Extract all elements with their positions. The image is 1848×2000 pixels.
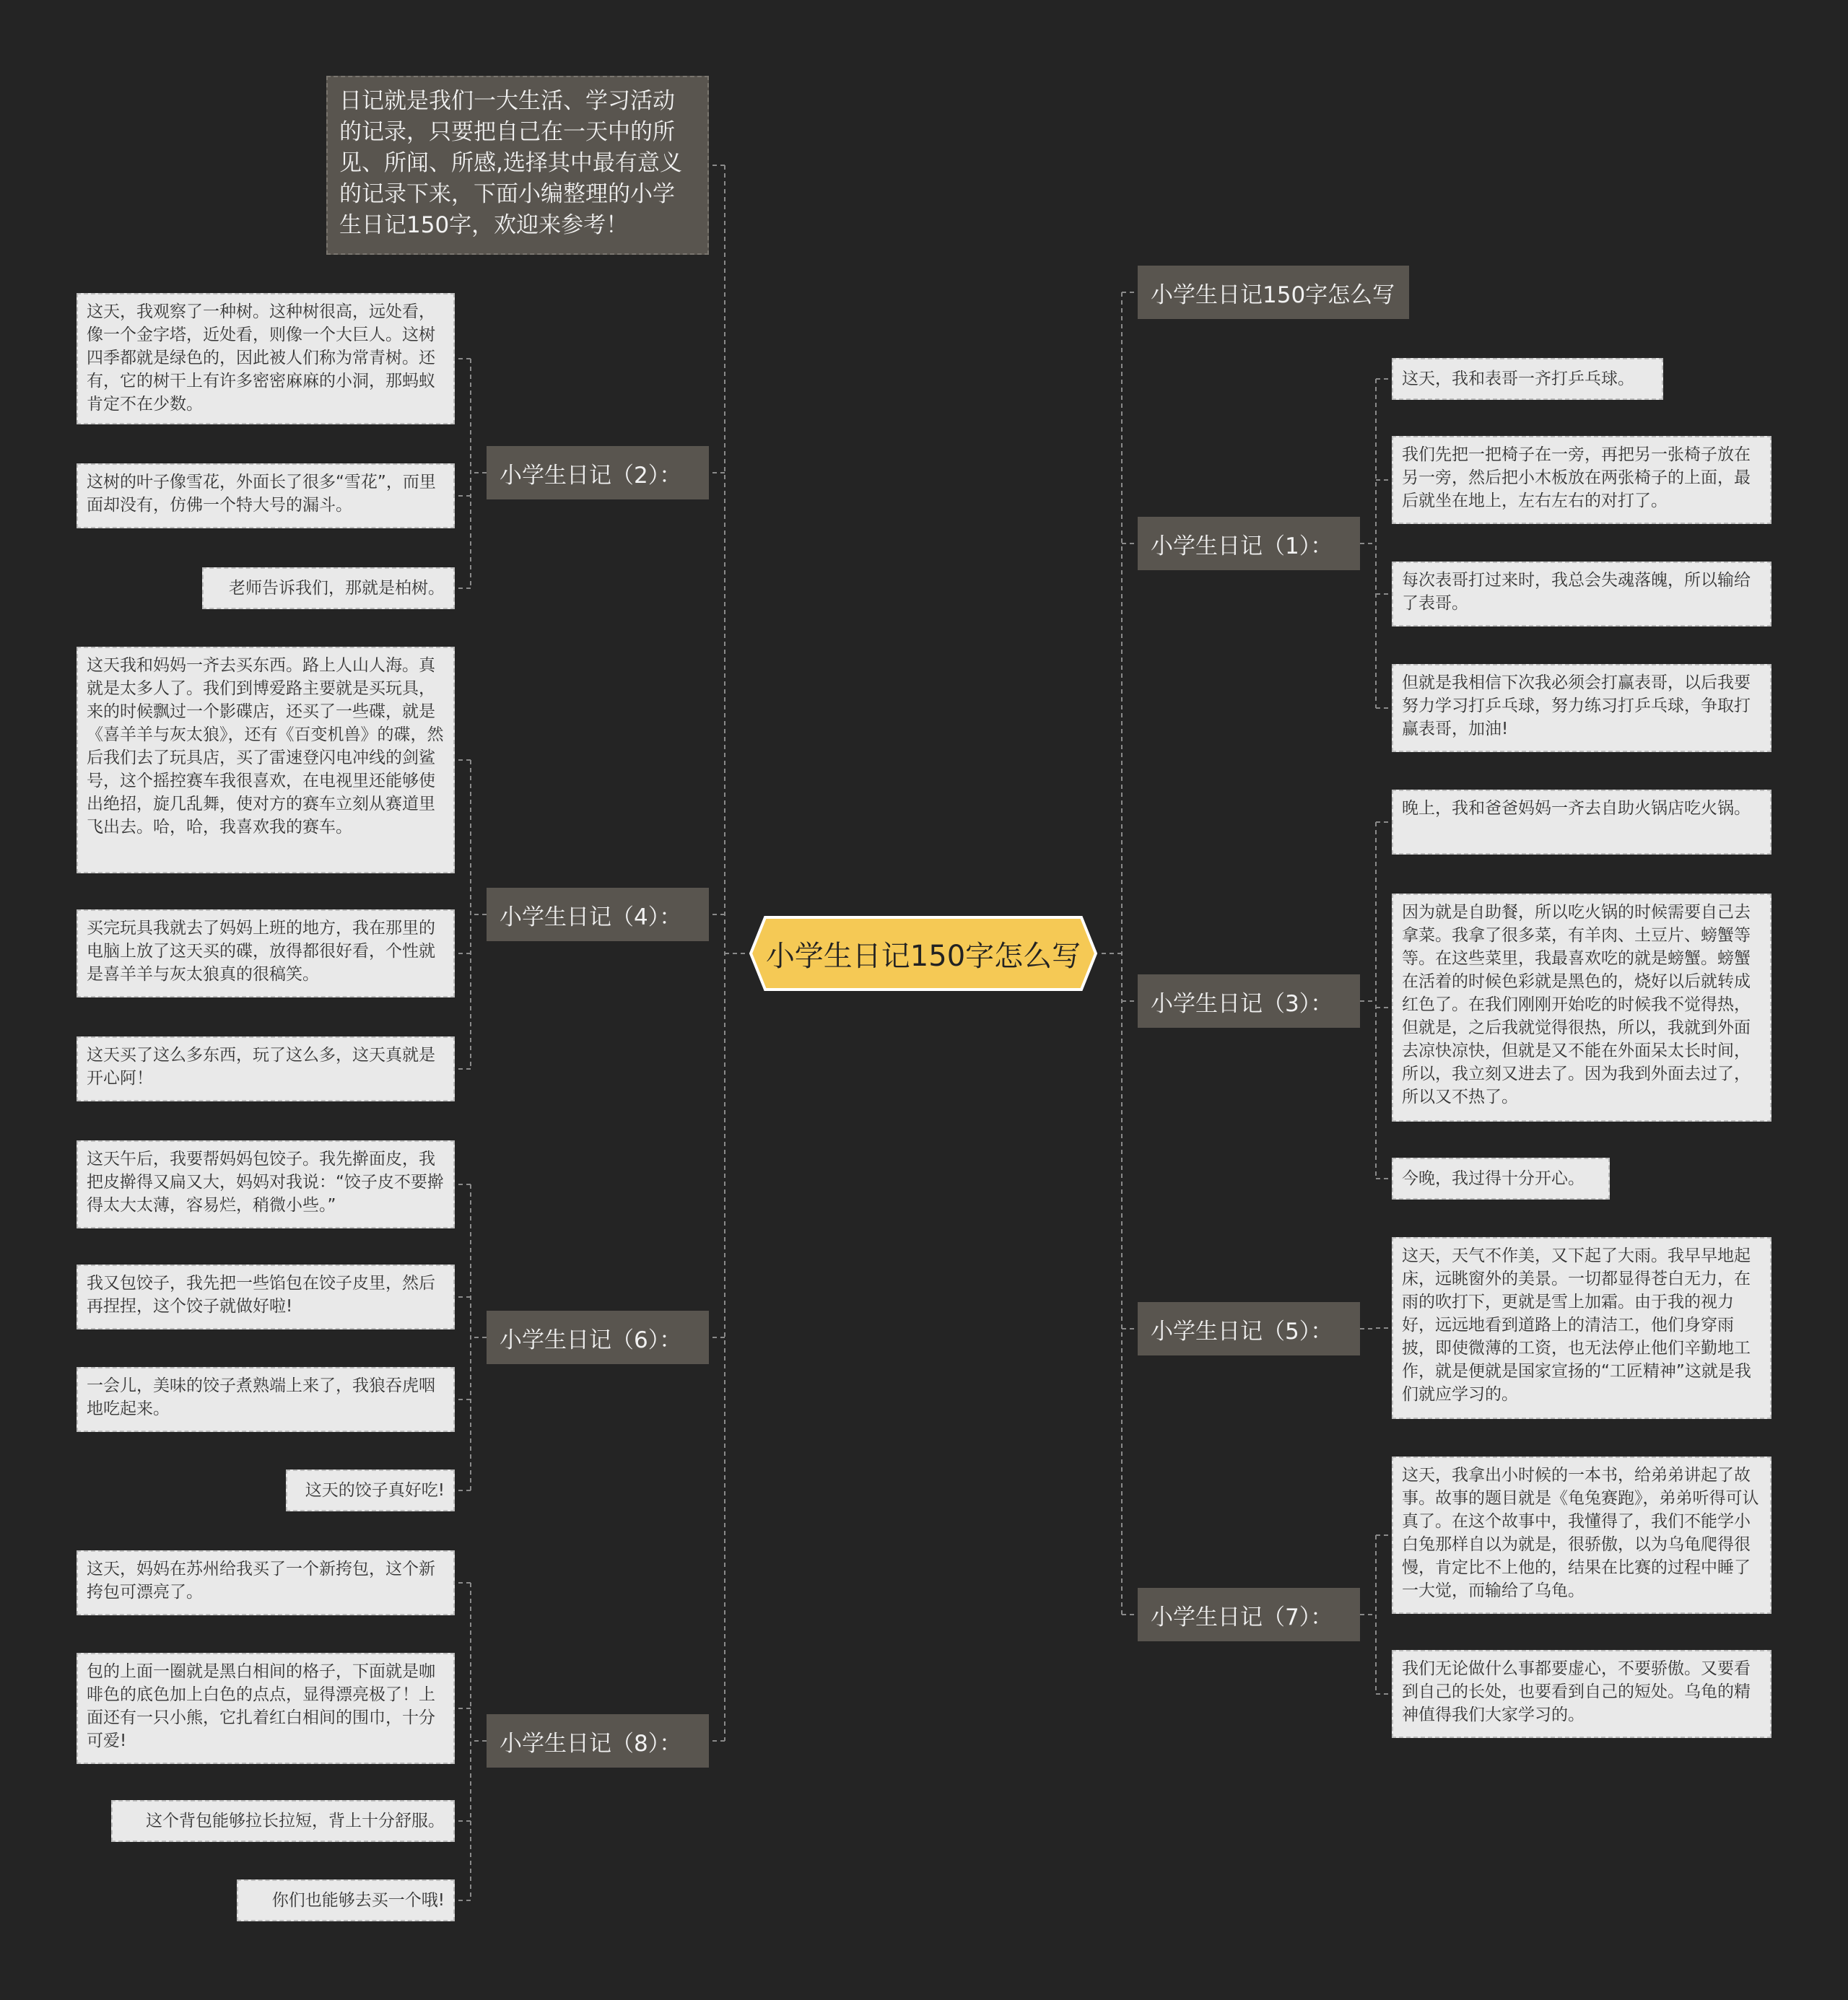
leaf-6-3: 一会儿，美味的饺子煮熟端上来了，我狼吞虎咽地吃起来。: [77, 1367, 455, 1432]
leaf-1-2: 我们先把一把椅子在一旁，再把另一张椅子放在另一旁，然后把小木板放在两张椅子的上面，最后就坐在地上，左右左右的对打了。: [1392, 436, 1771, 524]
leaf-3-2: 因为就是自助餐，所以吃火锅的时候需要自己去拿菜。我拿了很多菜，有羊肉、土豆片、螃蟹等等。在这些菜里，我最喜欢吃的就是螃蟹。螃蟹在活着的时候色彩就是黑色的，烧好以后就转成红色了。在我们刚刚开始吃的时候我不觉得热，但就是，之后我就觉得很热，所以，我就到外面去凉快凉快，但就是又不能在外面呆太长时间，所以，我立刻又进去了。因为我到外面去过了，所以又不热了。: [1392, 894, 1771, 1122]
leaf-2-2: 这树的叶子像雪花，外面长了很多“雪花”，而里面却没有，仿佛一个特大号的漏斗。: [77, 463, 455, 528]
leaf-3-3: 今晚，我过得十分开心。: [1392, 1158, 1610, 1200]
branch-diary-5[interactable]: 小学生日记（5）：: [1138, 1302, 1360, 1355]
leaf-8-4: 你们也能够去买一个哦!: [237, 1879, 455, 1921]
leaf-4-1: 这天我和妈妈一齐去买东西。路上人山人海。真就是太多人了。我们到博爱路主要就是买玩具，来的时候飘过一个影碟店，还买了一些碟，就是《喜羊羊与灰太狼》，还有《百变机兽》的碟，然后我们去了玩具店，买了雷速登闪电冲线的剑鲨号，这个摇控赛车我很喜欢，在电视里还能够使出绝招，旋几乱舞，使对方的赛车立刻从赛道里飞出去。哈，哈，我喜欢我的赛车。: [77, 647, 455, 873]
leaf-5-1: 这天，天气不作美，又下起了大雨。我早早地起床，远眺窗外的美景。一切都显得苍白无力，在雨的吹打下，更就是雪上加霜。由于我的视力好，远远地看到道路上的清洁工，他们身穿雨披，即使微薄的工资，也无法停止他们辛勤地工作，就是便就是国家宣扬的“工匠精神”这就是我们就应学习的。: [1392, 1237, 1771, 1419]
leaf-4-2: 买完玩具我就去了妈妈上班的地方，我在那里的电脑上放了这天买的碟，放得都很好看，个性就是喜羊羊与灰太狼真的很稿笑。: [77, 909, 455, 997]
leaf-2-1: 这天，我观察了一种树。这种树很高，远处看，像一个金字塔，近处看，则像一个大巨人。这树四季都就是绿色的，因此被人们称为常青树。还有，它的树干上有许多密密麻麻的小洞，那蚂蚁肯定不在少数。: [77, 293, 455, 424]
leaf-3-1: 晚上，我和爸爸妈妈一齐去自助火锅店吃火锅。: [1392, 790, 1771, 855]
root-label: 小学生日记150字怎么写: [765, 939, 1081, 973]
branch-title[interactable]: 小学生日记150字怎么写: [1138, 266, 1409, 319]
branch-diary-7[interactable]: 小学生日记（7）：: [1138, 1588, 1360, 1641]
branch-diary-1[interactable]: 小学生日记（1）：: [1138, 517, 1360, 570]
leaf-1-1: 这天，我和表哥一齐打乒乓球。: [1392, 358, 1663, 400]
leaf-7-2: 我们无论做什么事都要虚心，不要骄傲。又要看到自己的长处，也要看到自己的短处。乌龟的精神值得我们大家学习的。: [1392, 1650, 1771, 1738]
branch-diary-8[interactable]: 小学生日记（8）：: [487, 1714, 709, 1768]
branch-diary-3[interactable]: 小学生日记（3）：: [1138, 974, 1360, 1028]
leaf-1-4: 但就是我相信下次我必须会打赢表哥，以后我要努力学习打乒乓球，努力练习打乒乓球，争取打赢表哥，加油!: [1392, 664, 1771, 752]
leaf-8-2: 包的上面一圈就是黑白相间的格子，下面就是咖啡色的底色加上白色的点点，显得漂亮极了！上面还有一只小熊，它扎着红白相间的围巾，十分可爱!: [77, 1653, 455, 1764]
branch-diary-6[interactable]: 小学生日记（6）：: [487, 1311, 709, 1364]
leaf-4-3: 这天买了这么多东西，玩了这么多，这天真就是开心阿！: [77, 1036, 455, 1101]
leaf-6-2: 我又包饺子，我先把一些馅包在饺子皮里，然后再捏捏，这个饺子就做好啦!: [77, 1265, 455, 1329]
leaf-8-1: 这天，妈妈在苏州给我买了一个新挎包，这个新挎包可漂亮了。: [77, 1550, 455, 1615]
leaf-8-3: 这个背包能够拉长拉短，背上十分舒服。: [111, 1800, 455, 1842]
leaf-6-1: 这天午后，我要帮妈妈包饺子。我先擀面皮，我把皮擀得又扁又大，妈妈对我说：“饺子皮不要擀得太大太薄，容易烂，稍微小些。”: [77, 1140, 455, 1228]
leaf-1-3: 每次表哥打过来时，我总会失魂落魄，所以输给了表哥。: [1392, 562, 1771, 626]
branch-diary-2[interactable]: 小学生日记（2）：: [487, 446, 709, 499]
branch-diary-4[interactable]: 小学生日记（4）：: [487, 888, 709, 941]
leaf-2-3: 老师告诉我们，那就是柏树。: [202, 567, 455, 609]
leaf-7-1: 这天，我拿出小时候的一本书，给弟弟讲起了故事。故事的题目就是《龟兔赛跑》，弟弟听得可认真了。在这个故事中，我懂得了，我们不能学小白兔那样自以为就是，很骄傲，以为乌龟爬得很慢，肯定比不上他的，结果在比赛的过程中睡了一大觉，而输给了乌龟。: [1392, 1457, 1771, 1614]
leaf-6-4: 这天的饺子真好吃!: [286, 1470, 455, 1511]
root-node[interactable]: [741, 915, 1106, 992]
intro-note: 日记就是我们一大生活、学习活动的记录，只要把自己在一天中的所见、所闻、所感,选择其中最有意义的记录下来，下面小编整理的小学生日记150字，欢迎来参考！: [326, 76, 709, 255]
